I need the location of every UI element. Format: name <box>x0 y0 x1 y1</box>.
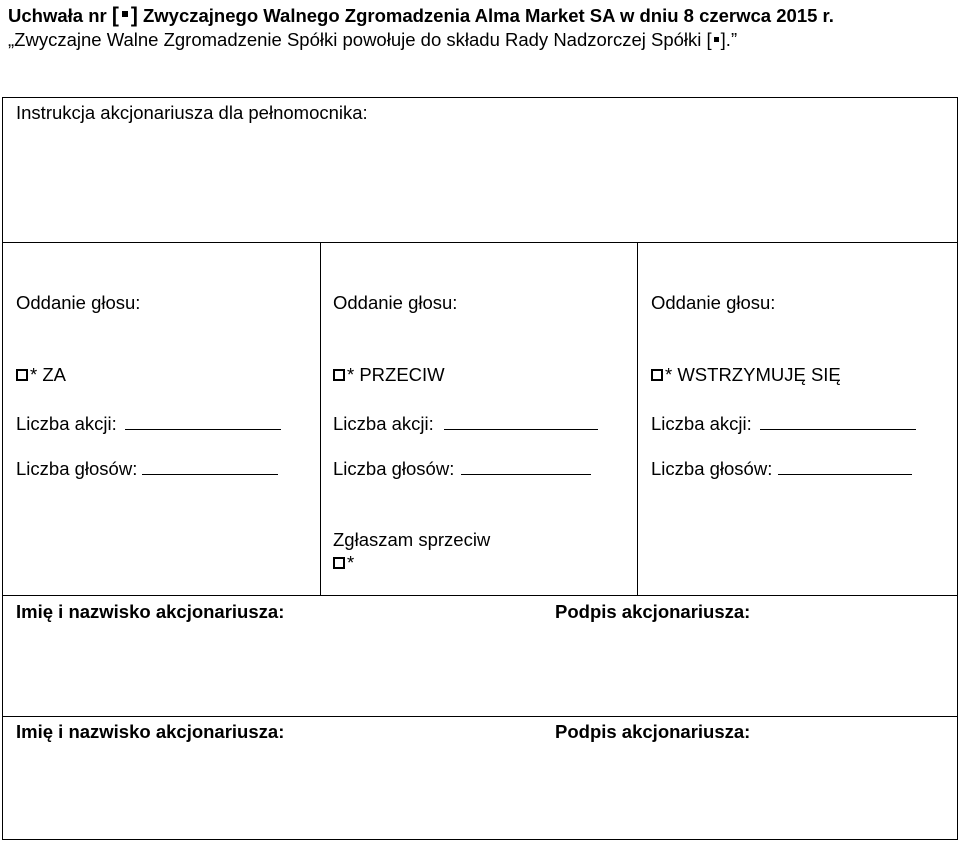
shares-blank[interactable] <box>444 428 598 430</box>
objection-label: Zgłaszam sprzeciw <box>333 529 491 550</box>
shareholder-name-label: Imię i nazwisko akcjonariusza: <box>16 601 285 622</box>
shares-field[interactable] <box>16 413 281 435</box>
vote-option-przeciw[interactable] <box>333 364 445 386</box>
shareholder-name-label: Imię i nazwisko akcjonariusza: <box>16 721 285 742</box>
votes-field[interactable] <box>333 458 591 480</box>
option-label: * ZA <box>30 364 66 385</box>
column-divider <box>637 242 638 596</box>
shares-field[interactable] <box>651 413 916 435</box>
shares-label: Liczba akcji: <box>333 413 434 434</box>
vote-heading: Oddanie głosu: <box>333 292 458 313</box>
subtitle-suffix: ].” <box>720 29 738 50</box>
shares-blank[interactable] <box>125 428 281 430</box>
vote-option-za[interactable] <box>16 364 66 386</box>
votes-field[interactable] <box>16 458 278 480</box>
column-divider <box>320 242 321 596</box>
votes-label: Liczba głosów: <box>651 458 773 479</box>
votes-blank[interactable] <box>778 473 912 475</box>
subtitle-prefix: „Zwyczajne Walne Zgromadzenie Spółki powołuje do składu Rady Nadzorczej Spółki [ <box>8 29 712 50</box>
placeholder-bracket: [ ] <box>111 4 138 27</box>
shares-blank[interactable] <box>760 428 916 430</box>
shares-label: Liczba akcji: <box>16 413 117 434</box>
instruction-label: Instrukcja akcjonariusza dla pełnomocnika: <box>16 102 368 123</box>
objection-option[interactable] <box>333 552 354 574</box>
resolution-text <box>8 29 737 51</box>
checkbox-icon[interactable] <box>333 369 345 381</box>
shares-field[interactable] <box>333 413 598 435</box>
votes-label: Liczba głosów: <box>333 458 455 479</box>
checkbox-icon[interactable] <box>16 369 28 381</box>
objection-star: * <box>347 552 355 573</box>
divider <box>2 242 958 243</box>
title-prefix: Uchwała nr <box>8 5 112 26</box>
checkbox-icon[interactable] <box>651 369 663 381</box>
votes-field[interactable] <box>651 458 912 480</box>
shareholder-signature-label: Podpis akcjonariusza: <box>555 601 751 622</box>
votes-blank[interactable] <box>142 473 278 475</box>
vote-heading: Oddanie głosu: <box>651 292 776 313</box>
vote-option-wstrzymuje[interactable] <box>651 364 841 386</box>
placeholder-square-icon <box>122 11 128 17</box>
shareholder-signature-label: Podpis akcjonariusza: <box>555 721 751 742</box>
resolution-title <box>8 4 834 28</box>
vote-heading: Oddanie głosu: <box>16 292 141 313</box>
option-label: * WSTRZYMUJĘ SIĘ <box>665 364 841 385</box>
shares-label: Liczba akcji: <box>651 413 752 434</box>
votes-blank[interactable] <box>461 473 591 475</box>
placeholder-square-icon <box>714 37 719 42</box>
option-label: * PRZECIW <box>347 364 445 385</box>
checkbox-icon[interactable] <box>333 557 345 569</box>
votes-label: Liczba głosów: <box>16 458 138 479</box>
title-suffix: Zwyczajnego Walnego Zgromadzenia Alma Market SA w dniu 8 czerwca 2015 r. <box>137 5 834 26</box>
